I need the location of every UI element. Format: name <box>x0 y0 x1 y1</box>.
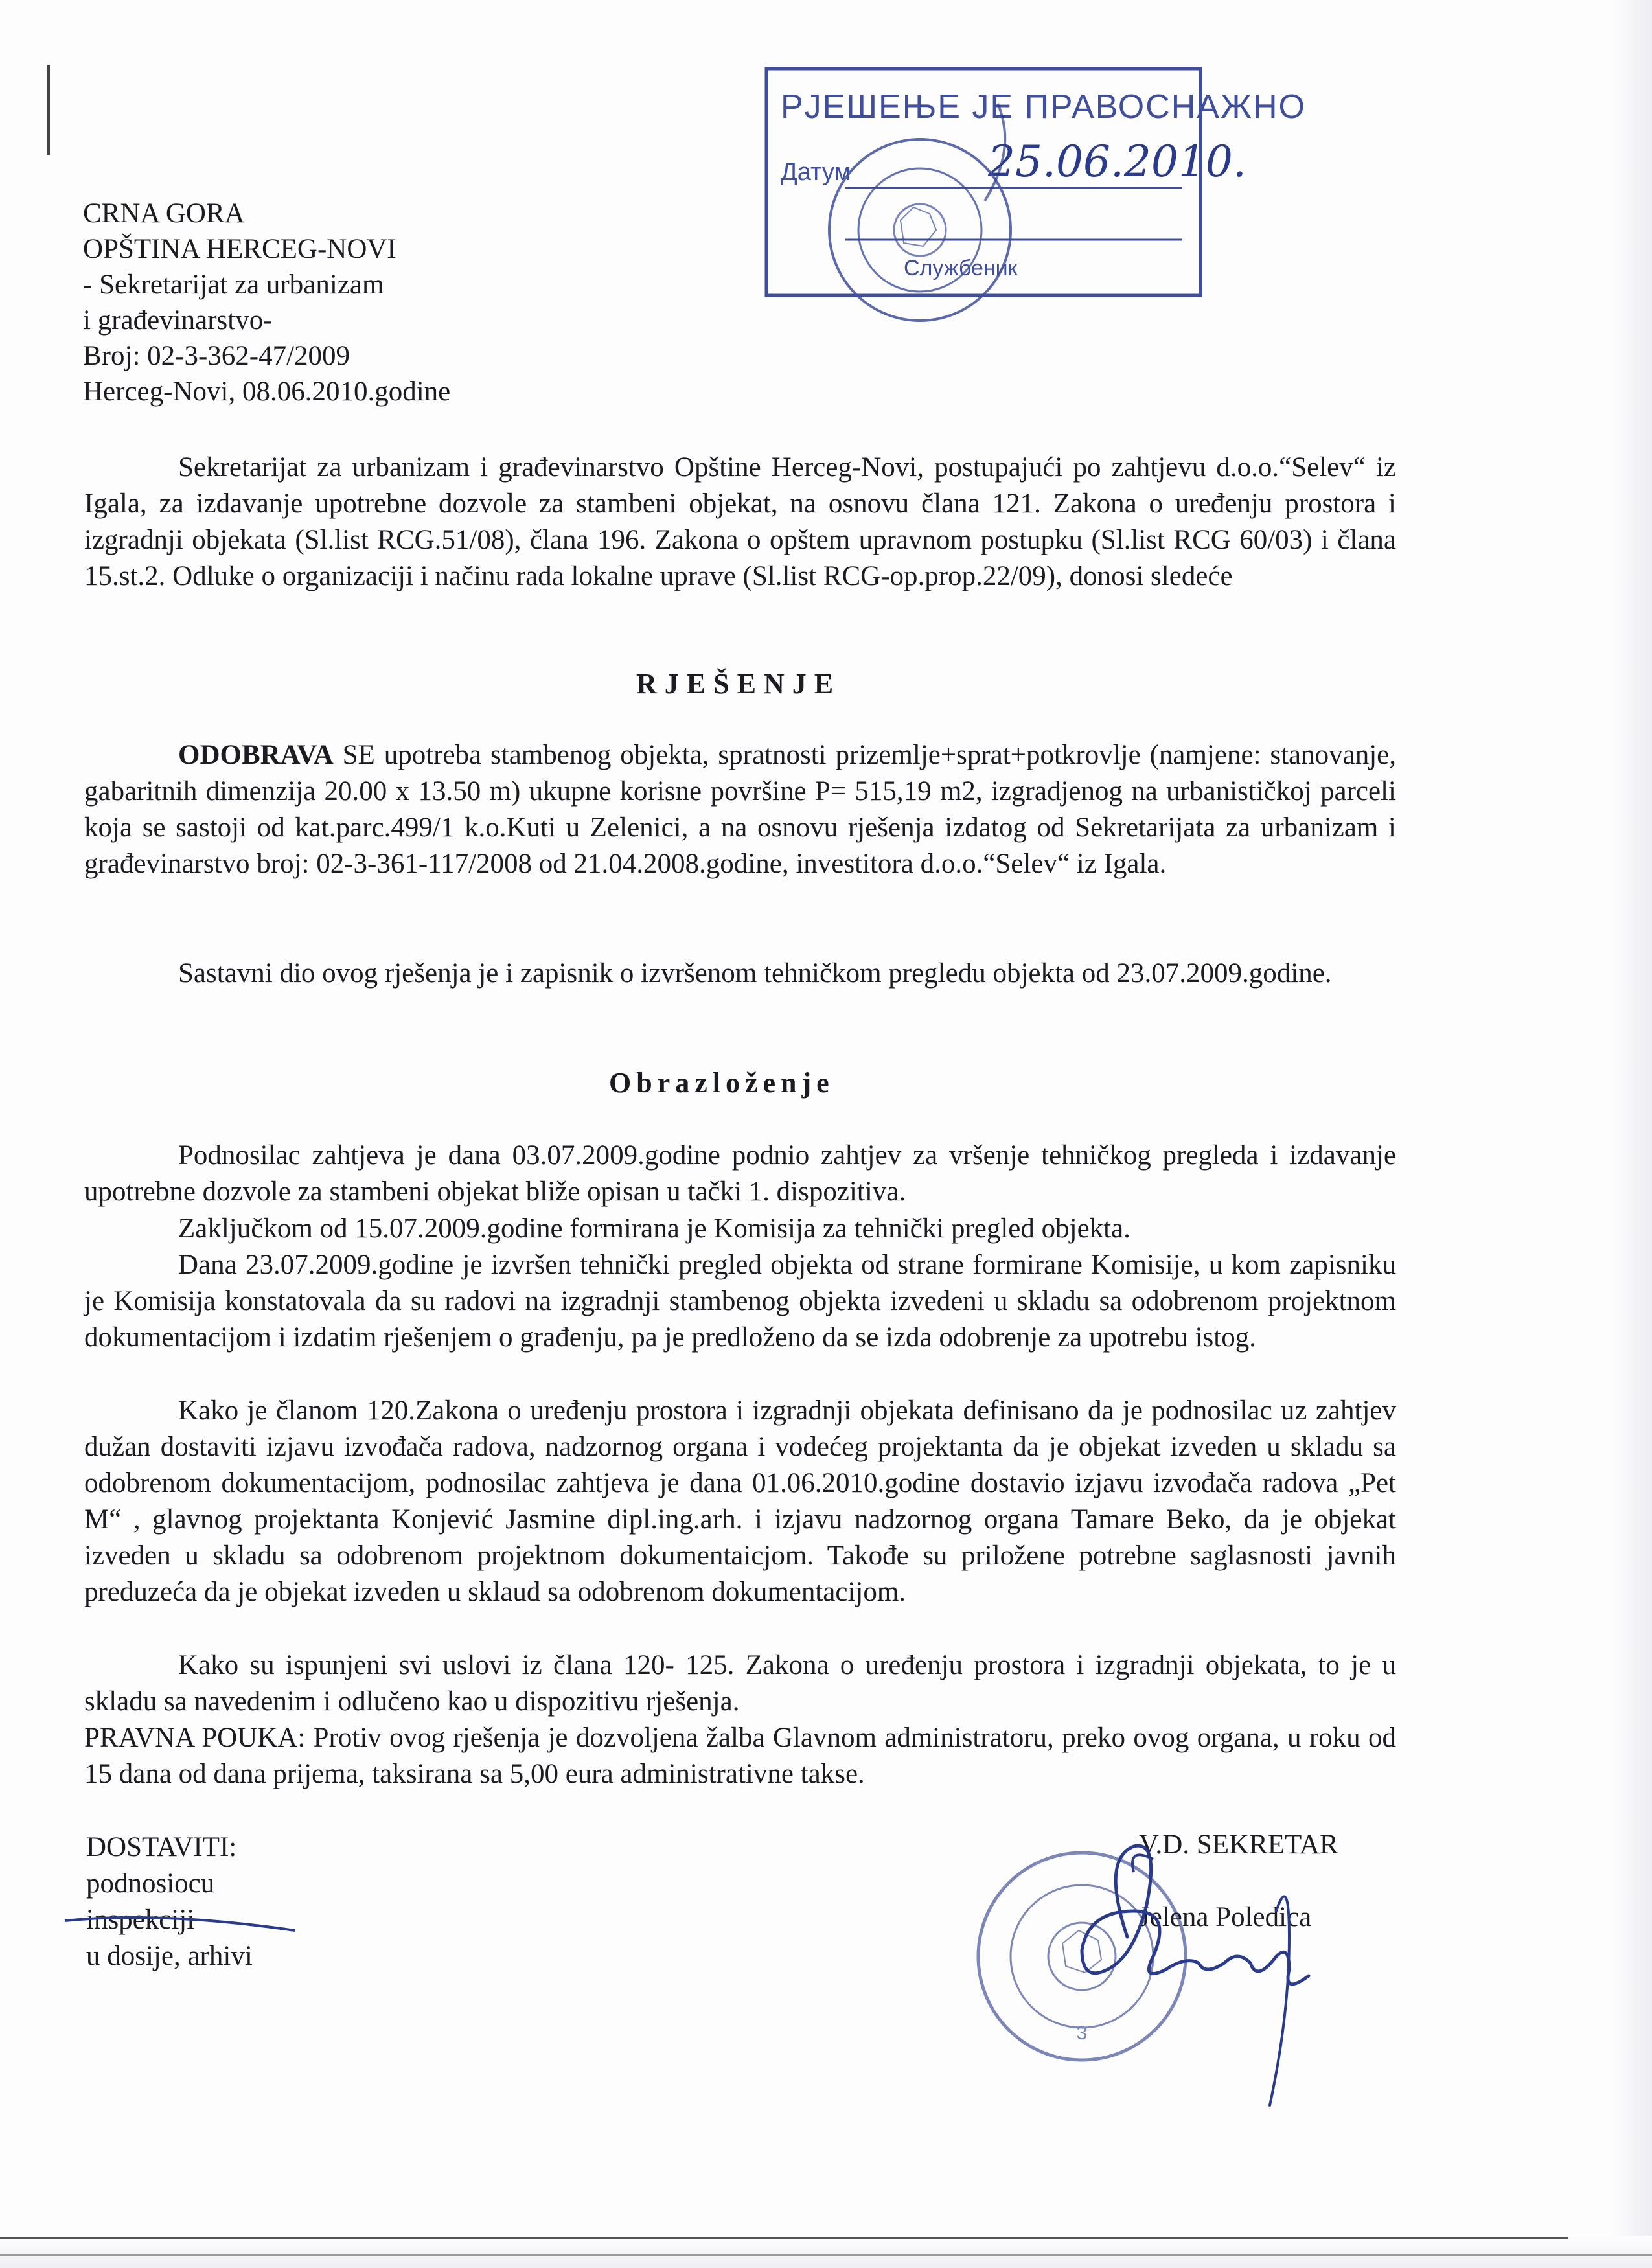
pen-underline <box>62 1901 308 1934</box>
finality-stamp <box>761 65 1306 301</box>
seal-number: 3 <box>1076 2022 1088 2044</box>
stamp-date-value: 25.06.2010. <box>988 137 1246 187</box>
place-date: Herceg-Novi, 08.06.2010.godine <box>83 376 451 407</box>
stamp-title: РЈЕШЕЊЕ ЈЕ ПРАВОСНАЖНО <box>781 88 1306 126</box>
reasoning-heading: Obrazloženje <box>609 1067 834 1099</box>
handwritten-signature <box>1062 1833 1335 2105</box>
decision-text: SE upotreba stambenog objekta, spratnosti prizemlje+sprat+potkrovlje (namjene: stanovanje, gabaritnih dimenzija 20.00 x 13.50 m) ukupne korisne površine P= 515,19 m2, izgradjenog na urbanističkoj parceli koja se sastoji od kat.parc.499/1 k.o.Kuti u Zelenici, a na osnovu rješenja izdatog od Sekretarijata za urbanizam i građevinarstvo broj: 02-3-361-117/2008 od 21.04.2008.godine, investitora d.o.o.“Selev“ iz Igala. <box>84 740 1396 879</box>
decision-part2: Sastavni dio ovog rješenja je i zapisnik o izvršenom tehničkom pregledu objekta od 23.07.2009.godine. <box>178 958 1332 989</box>
delivery-item: podnosiocu <box>86 1868 215 1899</box>
intro-paragraph: Sekretarijat za urbanizam i građevinarstvo Opštine Herceg-Novi, postupajući po zahtjevu d.o.o.“Selev“ iz Igala, za izdavanje upotrebne dozvole za stambeni objekat, na osnovu člana 121. Zakona o uređenju prostora i izgradnji objekata (Sl.list RCG.51/08), člana 196. Zakona o opštem upravnom postupku (Sl.list RCG 60/03) i člana 15.st.2. Odluke o organizaciji i načinu rada lokalne uprave (Sl.list RCG-op.prop.22/09), donosi sledeće <box>84 452 1396 591</box>
delivery-item: u dosije, arhivi <box>86 1941 253 1971</box>
signatory-name: Jelena Poledica <box>1139 1902 1312 1932</box>
stamp-officer-label: Службеник <box>904 256 1018 281</box>
bottom-rule <box>0 2237 1568 2239</box>
decision-paragraph <box>84 737 1396 882</box>
decision-heading: RJEŠENJE <box>636 668 842 700</box>
bottom-rule <box>0 2254 1652 2256</box>
delivery-item: inspekciji <box>86 1905 195 1935</box>
reasoning-paragraph: Podnosilac zahtjeva je dana 03.07.2009.godine podnio zahtjev za vršenje tehničkog pregleda i izdavanje upotrebne dozvole za stambeni objekat bliže opisan u tački 1. dispozitiva. <box>84 1140 1396 1207</box>
reasoning-paragraph: Zaključkom od 15.07.2009.godine formirana je Komisija za tehnički pregled objekta. <box>178 1213 1130 1244</box>
department-line: - Sekretarijat za urbanizam <box>83 269 384 300</box>
country-line: CRNA GORA <box>83 198 245 229</box>
legal-remedy: PRAVNA POUKA: Protiv ovog rješenja je dozvoljena žalba Glavnom administratoru, preko ovog organa, u roku od 15 dana od dana prijema, taksirana sa 5,00 eura administrativne takse. <box>84 1723 1396 1789</box>
round-seal-top <box>829 104 1011 321</box>
decision-lead: ODOBRAVA <box>178 740 334 770</box>
margin-mark <box>47 65 50 155</box>
delivery-title: DOSTAVITI: <box>86 1832 237 1862</box>
signatory-role: V.D. SEKRETAR <box>1139 1829 1338 1860</box>
stamp-date-label: Датум <box>781 159 851 186</box>
document-number: Broj: 02-3-362-47/2009 <box>83 341 350 371</box>
reasoning-paragraph: Kako je članom 120.Zakona o uređenju prostora i izgradnji objekata definisano da je podnosilac uz zahtjev dužan dostaviti izjavu izvođača radova, nadzornog organa i vodećeg projektanta da je objekat izveden u skladu sa odobrenom dokumentacijom, podnosilac zahtjeva je dana 01.06.2010.godine dostavio izjavu izvođača radova „Pet M“ , glavnog projektanta Konjević Jasmine dipl.ing.arh. i izjavu nadzornog organa Tamare Beko, da je objekat izveden u skladu sa odobrenom projektnom dokumentaicjom. Takođe su priložene potrebne saglasnosti javnih preduzeća da je objekat izveden u sklaud sa odobrenom dokumentacijom. <box>84 1395 1396 1607</box>
scan-edge-bottom <box>0 2236 1652 2268</box>
reasoning-paragraph: Kako su ispunjeni svi uslovi iz člana 120- 125. Zakona o uređenju prostora i izgradnji objekata, to je u skladu sa navedenim i odlučeno kao u dispozitivu rješenja. <box>84 1650 1396 1717</box>
municipality-line: OPŠTINA HERCEG-NOVI <box>83 234 396 264</box>
reasoning-paragraph: Dana 23.07.2009.godine je izvršen tehnički pregled objekta od strane formirane Komisije, u kom zapisniku je Komisija konstatovala da su radovi na izgradnji stambenog objekta izvedeni u skladu sa odobrenom projektnom dokumentacijom i izdatim rješenjem o građenju, pa je predloženo da se izda odobrenje za upotrebu istog. <box>84 1250 1396 1353</box>
department-line-cont: i građevinarstvo- <box>83 305 273 336</box>
scan-edge <box>1613 0 1652 2268</box>
document-header <box>83 196 666 409</box>
